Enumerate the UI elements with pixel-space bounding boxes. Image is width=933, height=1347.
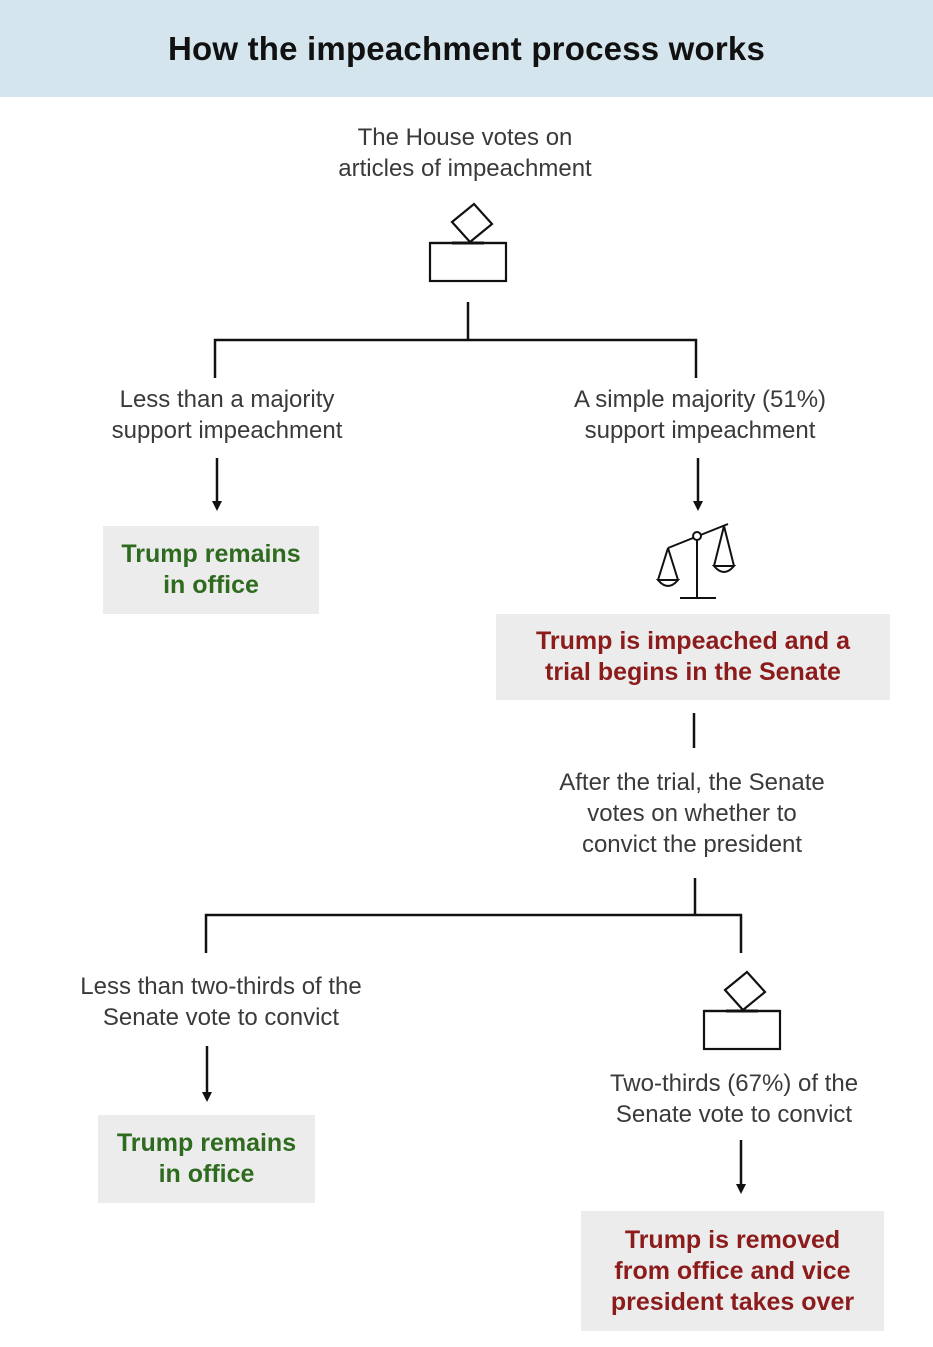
outcome-impeached: Trump is impeached and a trial begins in the Senate — [496, 614, 890, 700]
two-thirds-label: Two-thirds (67%) of the Senate vote to convict — [609, 1070, 859, 1128]
page-title: How the impeachment process works — [167, 29, 766, 67]
outcome-remains-in-office-2: Trump remains in office — [98, 1115, 315, 1203]
ballot-box-icon — [704, 972, 780, 1049]
outcome-removed-from-office: Trump is removed from office and vice president takes over — [581, 1211, 884, 1331]
scales-of-justice-icon — [658, 524, 734, 598]
house-vote-label: The House votes on articles of impeachment — [338, 124, 592, 182]
less-majority-label: Less than a majority support impeachment — [111, 386, 343, 444]
less-two-thirds-label: Less than two-thirds of the Senate vote to convict — [80, 973, 362, 1031]
simple-majority-label: A simple majority (51%) support impeachment — [573, 386, 827, 444]
outcome-remains-in-office-1: Trump remains in office — [103, 526, 319, 614]
senate-vote-label: After the trial, the Senate votes on whether to convict the president — [559, 769, 825, 858]
ballot-box-icon — [430, 204, 506, 281]
